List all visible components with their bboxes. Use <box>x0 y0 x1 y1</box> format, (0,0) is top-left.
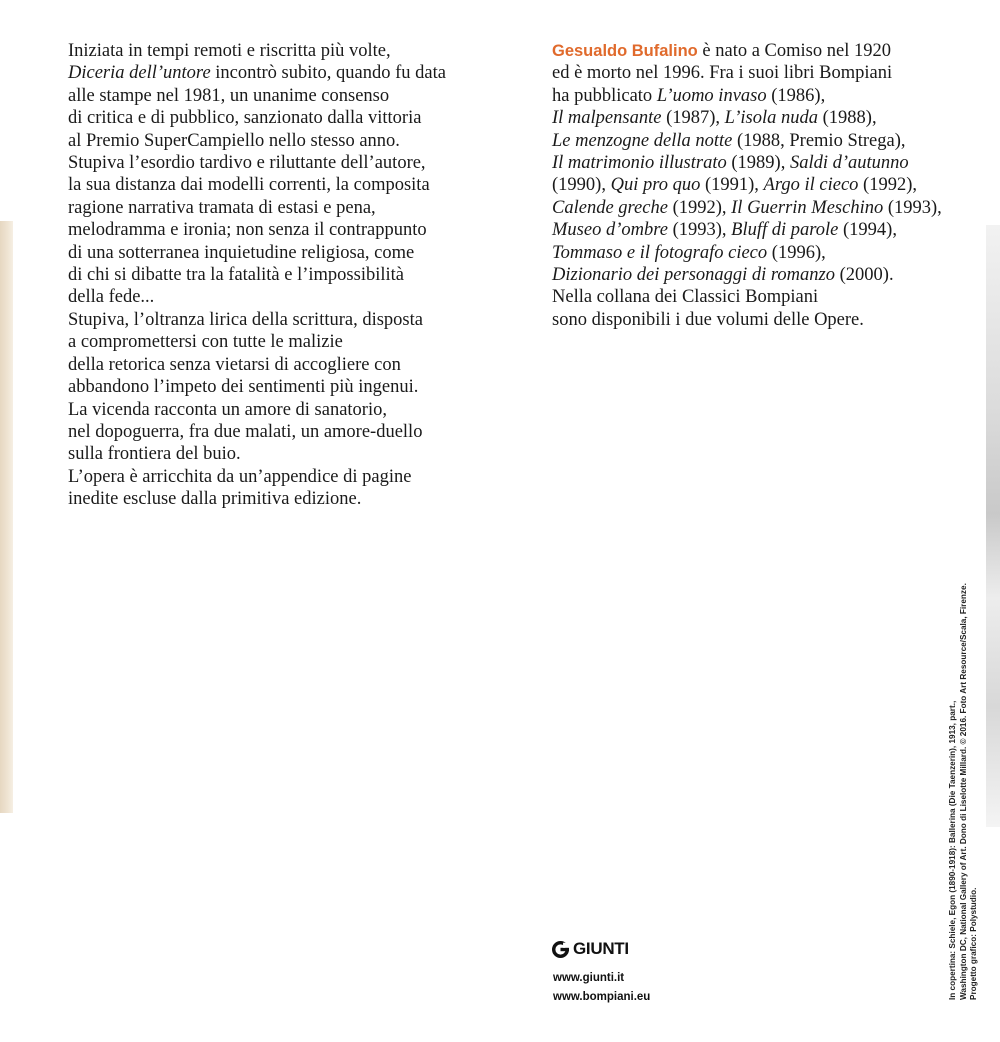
text-run: (1987), <box>661 108 725 129</box>
text-line <box>552 130 942 152</box>
text-line <box>68 488 468 510</box>
text-line <box>552 40 942 62</box>
text-run: ed è morto nel 1996. Fra i suoi libri Bompiani <box>552 63 893 84</box>
text-line <box>68 219 468 241</box>
text-line <box>68 130 468 152</box>
text-run: melodramma e ironia; non senza il contrappunto <box>68 220 427 241</box>
author-biography <box>552 40 942 331</box>
title-italic: Saldi d’autunno <box>789 153 909 174</box>
text-run: (1990), <box>552 175 611 196</box>
text-run: di chi si dibatte tra la fatalità e l’impossibilità <box>68 265 404 286</box>
title-italic: Calende greche <box>552 197 668 218</box>
text-line <box>552 309 942 331</box>
text-line <box>552 242 942 264</box>
text-line <box>68 152 468 174</box>
text-line <box>552 62 942 84</box>
text-line <box>68 197 468 219</box>
credit-line: Washington DC, National Gallery of Art. Dono di Liselotte Millard. © 2016. Foto Art Resource/Scala, Firenze. <box>958 583 968 1000</box>
title-italic: Tommaso e il fotografo cieco <box>552 242 768 263</box>
text-line <box>68 309 468 331</box>
title-italic: Diceria dell’untore <box>68 63 211 84</box>
title-italic: Argo il cieco <box>763 175 859 196</box>
text-line <box>552 152 942 174</box>
text-run: alle stampe nel 1981, un unanime consenso <box>68 85 390 106</box>
text-line <box>68 331 468 353</box>
text-run: incontrò subito, quando fu data <box>210 63 446 84</box>
text-line <box>68 62 468 84</box>
text-line <box>552 197 942 219</box>
text-run: (1994), <box>838 220 897 241</box>
text-run: di una sotterranea inquietudine religiosa, come <box>68 242 415 263</box>
text-run: (1989), <box>726 153 790 174</box>
text-run: L’opera è arricchita da un’appendice di pagine <box>68 466 412 487</box>
text-run: ha pubblicato <box>552 85 657 106</box>
text-run: (1993), <box>667 220 732 241</box>
author-name: Gesualdo Bufalino <box>552 42 698 60</box>
text-line <box>68 443 468 465</box>
title-italic: Il Guerrin Meschino <box>731 197 884 218</box>
text-run: al Premio SuperCampiello nello stesso anno. <box>68 130 400 151</box>
text-run: abbandono l’impeto dei sentimenti più ingenui. <box>68 377 419 398</box>
text-run: della fede... <box>68 287 155 308</box>
text-run: a compromettersi con tutte le malizie <box>68 332 343 353</box>
text-line <box>68 264 468 286</box>
credit-line: Progetto grafico: Polystudio. <box>969 887 978 1000</box>
text-line <box>552 264 942 286</box>
credit-line: In copertina: Schiele, Egon (1890-1918): Ballerina (Die Taenzerin), 1913, part., <box>948 700 957 1000</box>
text-line <box>68 399 468 421</box>
title-italic: Il matrimonio illustrato <box>552 153 727 174</box>
text-line <box>68 466 468 488</box>
cover-credits <box>948 583 980 1000</box>
text-run: (1992), <box>667 197 732 218</box>
title-italic: L’isola nuda <box>724 108 819 129</box>
url-bompiani[interactable]: www.bompiani.eu <box>553 991 651 1003</box>
text-run: sulla frontiera del buio. <box>68 444 241 465</box>
text-run: inedite escluse dalla primitiva edizione. <box>68 489 362 510</box>
text-line <box>552 85 942 107</box>
title-italic: Le menzogne della notte <box>552 130 733 151</box>
text-run: (1986), <box>766 85 826 106</box>
text-run: ragione narrativa tramata di estasi e pena, <box>68 197 376 218</box>
text-run: (1988, Premio Strega), <box>732 130 906 151</box>
text-run: (1993), <box>883 197 942 218</box>
text-line <box>68 85 468 107</box>
text-run: Nella collana dei Classici Bompiani <box>552 287 819 308</box>
text-line <box>68 242 468 264</box>
text-run: di critica e di pubblico, sanzionato dalla vittoria <box>68 108 422 129</box>
title-italic: Museo d’ombre <box>552 220 668 241</box>
publisher-name: GIUNTI <box>573 939 629 958</box>
text-run: Stupiva l’esordio tardivo e riluttante dell’autore, <box>68 153 426 174</box>
text-run: (2000). <box>835 265 894 286</box>
text-line <box>552 107 942 129</box>
publisher-urls <box>553 969 650 1007</box>
cover-image-strip-right <box>986 225 1000 827</box>
text-line <box>68 40 468 62</box>
text-run: nel dopoguerra, fra due malati, un amore-duello <box>68 421 423 442</box>
text-line <box>68 107 468 129</box>
text-run: Stupiva, l’oltranza lirica della scrittura, disposta <box>68 309 423 330</box>
text-run: la sua distanza dai modelli correnti, la composita <box>68 175 430 196</box>
text-line <box>68 354 468 376</box>
text-run: La vicenda racconta un amore di sanatorio, <box>68 399 387 420</box>
text-line <box>68 376 468 398</box>
text-line <box>68 174 468 196</box>
text-line <box>68 286 468 308</box>
title-italic: Bluff di parole <box>731 220 839 241</box>
text-run: sono disponibili i due volumi delle Opere. <box>552 309 864 330</box>
text-run: (1988), <box>818 108 877 129</box>
text-run: della retorica senza vietarsi di accogliere con <box>68 354 401 375</box>
title-italic: Il malpensante <box>552 108 662 129</box>
book-description <box>68 40 468 511</box>
url-giunti[interactable]: www.giunti.it <box>553 972 625 984</box>
text-run: (1996), <box>767 242 826 263</box>
text-run: è nato a Comiso nel 1920 <box>697 41 891 61</box>
text-line <box>552 286 942 308</box>
cover-edge-left <box>0 221 13 813</box>
text-run: (1991), <box>700 175 764 196</box>
text-line <box>68 421 468 443</box>
giunti-g-icon <box>552 941 569 958</box>
text-run: Iniziata in tempi remoti e riscritta più volte, <box>68 41 391 61</box>
title-italic: Qui pro quo <box>610 175 701 196</box>
text-line <box>552 174 942 196</box>
publisher-logo <box>552 939 629 959</box>
text-line <box>552 219 942 241</box>
title-italic: Dizionario dei personaggi di romanzo <box>552 265 835 286</box>
title-italic: L’uomo invaso <box>656 85 767 106</box>
text-run: (1992), <box>858 175 917 196</box>
